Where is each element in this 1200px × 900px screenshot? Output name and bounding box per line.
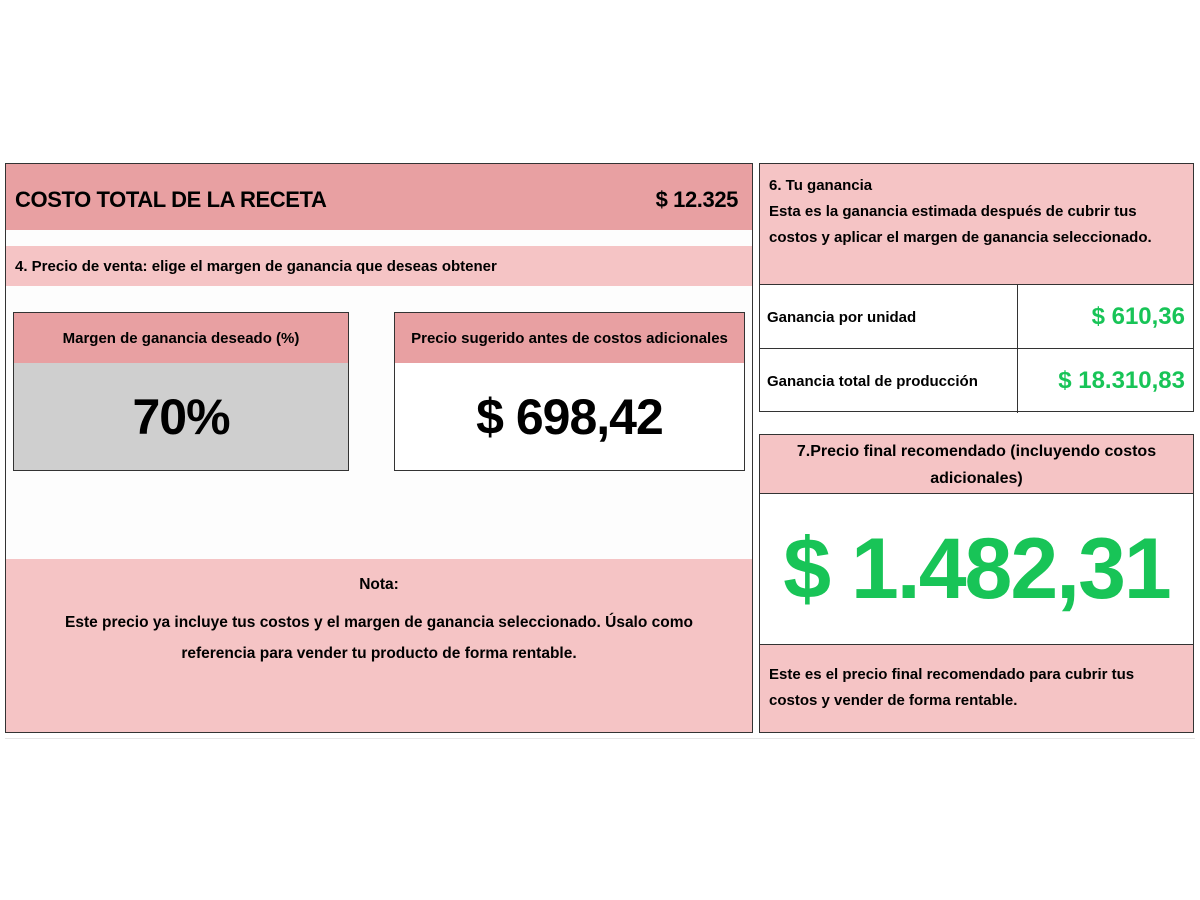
final-price-title: 7.Precio final recomendado (incluyendo costos adicionales) (760, 435, 1193, 494)
final-price-panel (759, 434, 1194, 733)
margin-card (13, 312, 349, 471)
pricing-panel (5, 163, 753, 733)
margin-card-header: Margen de ganancia deseado (%) (14, 313, 348, 363)
divider (5, 738, 1195, 739)
total-cost-bar (6, 164, 752, 230)
total-profit-value: $ 18.310,83 (1058, 367, 1185, 394)
step4-title: 4. Precio de venta: elige el margen de ganancia que deseas obtener (6, 246, 752, 286)
profit-per-unit-value: $ 610,36 (1091, 303, 1185, 330)
profit-header (760, 164, 1193, 284)
profit-row (760, 284, 1193, 349)
profit-per-unit-label: Ganancia por unidad (760, 285, 1018, 349)
suggested-price-header: Precio sugerido antes de costos adicionales (395, 313, 744, 363)
margin-input[interactable]: 70% (14, 363, 348, 470)
note-text: Este precio ya incluye tus costos y el margen de ganancia seleccionado. Úsalo como referencia para vender tu producto de forma rentable. (65, 614, 693, 662)
profit-panel (759, 163, 1194, 412)
final-price-note: Este es el precio final recomendado para cubrir tus costos y vender de forma rentable. (760, 644, 1193, 732)
final-price-value: $ 1.482,31 (783, 520, 1170, 617)
total-cost-label: COSTO TOTAL DE LA RECETA (15, 187, 327, 212)
profit-title: 6. Tu ganancia (769, 177, 873, 194)
note-title: Nota: (359, 576, 399, 593)
profit-description: Esta es la ganancia estimada después de cubrir tus costos y aplicar el margen de ganancia seleccionado. (769, 203, 1152, 246)
total-profit-label: Ganancia total de producción (760, 349, 1018, 413)
suggested-price-value: $ 698,42 (395, 363, 744, 470)
profit-row (760, 348, 1193, 413)
total-cost-value: $ 12.325 (655, 187, 738, 212)
suggested-price-card (394, 312, 745, 471)
note-box (6, 559, 752, 732)
